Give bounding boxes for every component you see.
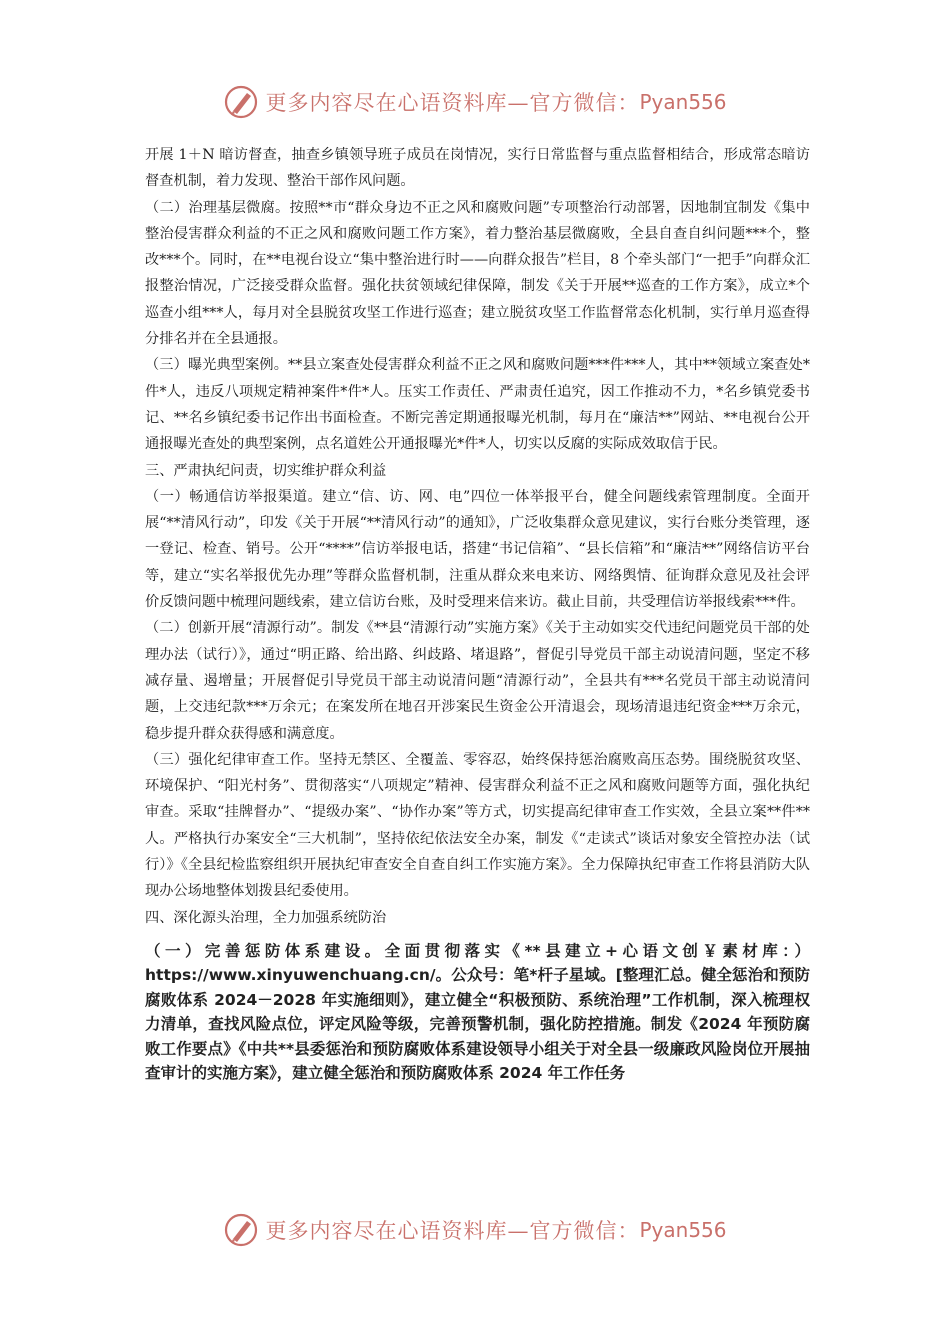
paragraph: （二）治理基层微腐。按照**市“群众身边不正之风和腐败问题”专项整治行动部署，因地制宜制发《集中整治侵害群众利益的不正之风和腐败问题工作方案》，着力整治基层微腐败，全县自查自纠问题***个，整改***个。同时，在**电视台设立“集中整治进行时——向群众报告”栏目，8 个牵头部门“一把手”向群众汇报整治情况，广泛接受群众监督。强化扶贫领域纪律保障，制发《关于开展**巡查的工作方案》，成立*个巡查小组***人，每月对全县脱贫攻坚工作进行巡查；建立脱贫攻坚工作监督常态化机制，实行单月巡查得分排名并在全县通报。: [145, 199, 810, 348]
header-banner: [0, 82, 950, 122]
section-heading: 四、深化源头治理，全力加强系统防治: [145, 909, 387, 926]
document-body: [145, 142, 810, 1086]
paragraph: （三）曝光典型案例。**县立案查处侵害群众利益不正之风和腐败问题***件***人，其中**领域立案查处*件*人，违反八项规定精神案件*件*人。压实工作责任、严肃责任追究，因工作推动不力，*名乡镇党委书记、**名乡镇纪委书记作出书面检查。不断完善定期通报曝光机制，每月在“廉洁**”网站、**电视台公开通报曝光查处的典型案例，点名道姓公开通报曝光*件*人，切实以反腐的实际成效取信于民。: [145, 357, 810, 453]
banner-text: 更多内容尽在心语资料库—官方微信：: [265, 91, 640, 115]
paragraph: 开展 1＋N 暗访督查，抽查乡镇领导班子成员在岗情况，实行日常监督与重点监督相结合，形成常态暗访督查机制，着力发现、整治干部作风问题。: [145, 147, 810, 190]
paragraph: （三）强化纪律审查工作。坚持无禁区、全覆盖、零容忍，始终保持惩治腐败高压态势。围绕脱贫攻坚、环境保护、“阳光村务”、贯彻落实“八项规定”精神、侵害群众利益不正之风和腐败问题等方面，强化执纪审查。采取“挂牌督办”、“提级办案”、“协作办案”等方式，切实提高纪律审查工作实效，全县立案**件**人。严格执行办案安全“三大机制”，坚持依纪依法安全办案，制发《“走读式”谈话对象安全管控办法（试行）》《全县纪检监察组织开展执纪审查安全自查自纠工作实施方案》。全力保障执纪审查工作将县消防大队现办公场地整体划拨县纪委使用。: [145, 751, 811, 900]
section-heading: 三、严肃执纪问责，切实维护群众利益: [145, 462, 387, 479]
pen-logo-icon: [223, 1212, 259, 1248]
footer-banner: [0, 1210, 950, 1250]
banner-wechat-id: Pyan556: [639, 90, 727, 114]
paragraph: （二）创新开展“清源行动”。制发《**县“清源行动”实施方案》《关于主动如实交代违纪问题党员干部的处理办法（试行）》，通过“明正路、给出路、纠歧路、堵退路”，督促引导党员干部主动说清问题，坚定不移减存量、遏增量；开展督促引导党员干部主动说清问题“清源行动”，全县共有***名党员干部主动说清问题，上交违纪款***万余元；在案发所在地召开涉案民生资金公开清退会，现场清退违纪资金***万余元，稳步提升群众获得感和满意度。: [145, 620, 810, 742]
paragraph: （一）畅通信访举报渠道。建立“信、访、网、电”四位一体举报平台，健全问题线索管理制度。全面开展“**清风行动”，印发《关于开展“**清风行动”的通知》，广泛收集群众意见建议，实行台账分类管理，逐一登记、检查、销号。公开“****”信访举报电话，搭建“书记信箱”、“县长信箱”和“廉洁**”网络信访平台等，建立“实名举报优先办理”等群众监督机制，注重从群众来电来访、网络舆情、征询群众意见及社会评价反馈问题中梳理问题线索，建立信访台账，及时受理来信来访。截止目前，共受理信访举报线索***件。: [145, 488, 810, 611]
pen-logo-icon: [223, 84, 259, 120]
banner-text: 更多内容尽在心语资料库—官方微信：: [265, 1219, 640, 1243]
banner-wechat-id: Pyan556: [639, 1218, 727, 1242]
paragraph: （一）完善惩防体系建设。全面贯彻落实《**县建立+心语文创￥素材库：）https://www.xinyuwenchuang.cn/。公众号：笔*杆子星域。[整理汇总。健全惩治和预防腐败体系 2024－2028 年实施细则》，建立健全“积极预防、系统治理”工作机制，深入梳理权力清单，查找风险点位，评定风险等级，完善预警机制，强化防控措施。制发《2024 年预防腐败工作要点》《中共**县委惩治和预防腐败体系建设领导小组关于对全县一级廉政风险岗位开展抽查审计的实施方案》，建立健全惩治和预防腐败体系 2024 年工作任务: [145, 941, 810, 1083]
